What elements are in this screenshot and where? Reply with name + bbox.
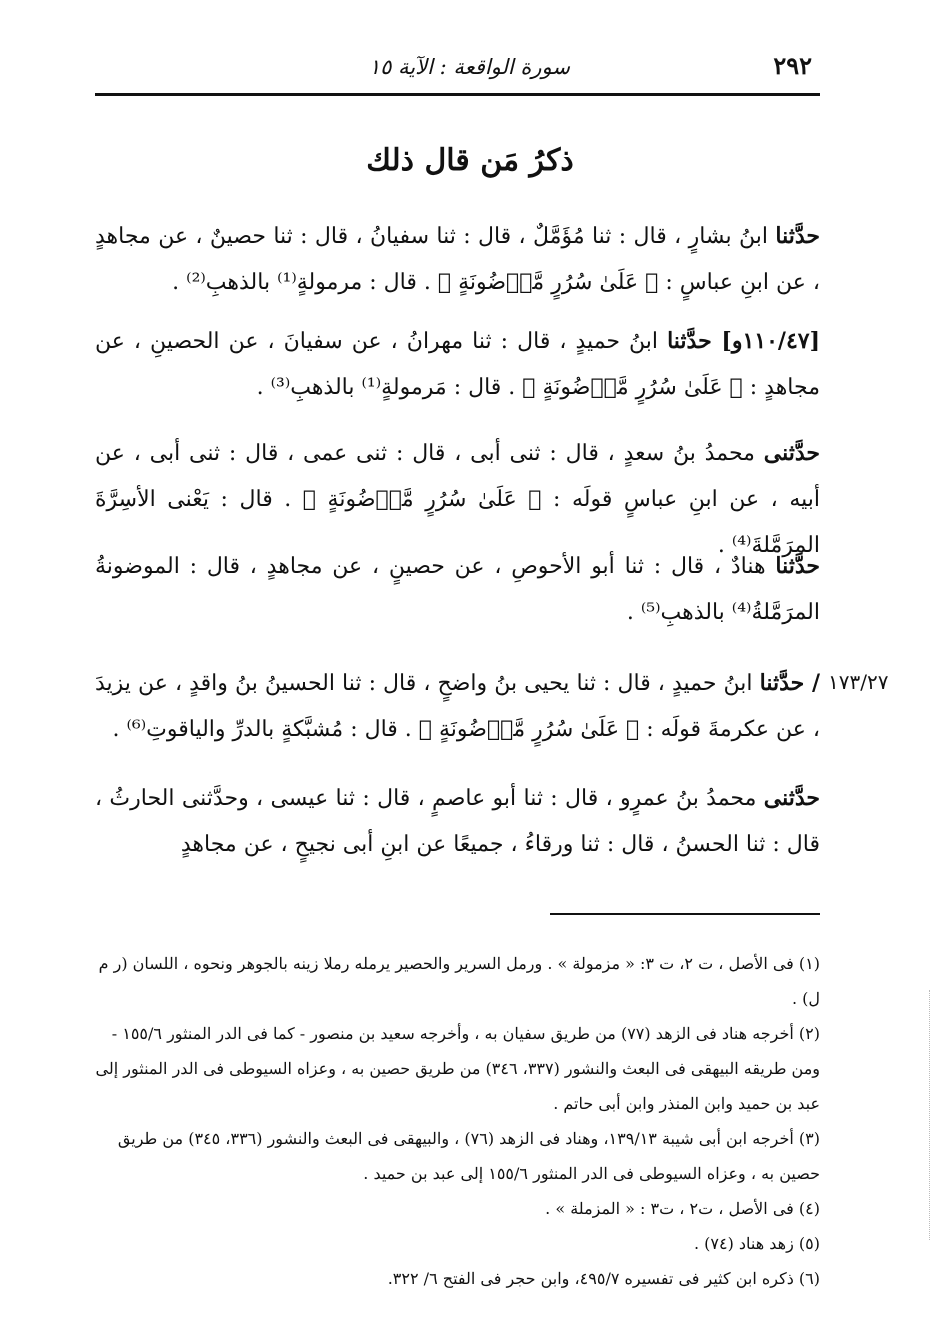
page-number: ٢٩٢ bbox=[773, 51, 812, 80]
running-title: سورة الواقعة : الآية ١٥ bbox=[368, 55, 570, 79]
footnote-divider bbox=[550, 913, 820, 915]
footnote-5: (٥) زهد هناد (٧٤) . bbox=[693, 1234, 820, 1253]
footnote-6: (٦) ذكره ابن كثير فى تفسيره ٤٩٥/٧، وابن حجر فى الفتح ٦/ ٣٢٢. bbox=[387, 1269, 820, 1288]
narration-lead: حدَّثنى bbox=[763, 440, 821, 466]
narration-text: ابنُ حميدٍ ، قال : ثنا يحيى بنُ واضحٍ ، قال : ثنا الحسينُ بنُ واقدٍ ، عن يزيدَ ، عن عكرمةَ قولَه : ﴿ عَلَىٰ سُرُرٍ مَّوۡضُونَةٍ ﴾ . قال : مُشبَّكةٍ بالدرِّ والياقوتِ⁽⁶⁾ . bbox=[95, 671, 820, 742]
narration-lead: حدَّثنى bbox=[763, 785, 821, 811]
narration-paragraph-1 bbox=[95, 213, 820, 306]
narration-text: محمدُ بنُ سعدٍ ، قال : ثنى أبى ، قال : ثنى عمى ، قال : ثنى أبى ، عن أبيه ، عن ابنِ عباسٍ قولَه : ﴿ عَلَىٰ سُرُرٍ مَّوۡضُونَةٍ ﴾ . قال : يَعْنى الأسِرَّةَ المرَمَّلةَ⁽⁴⁾ . bbox=[95, 441, 820, 558]
footnote-4: (٤) فى الأصل ، ت٢ ، ت٣ : « المزملة » . bbox=[545, 1199, 820, 1218]
section-title: ذكرُ مَن قال ذلك bbox=[366, 143, 574, 178]
narration-text: هنادٌ ، قال : ثنا أبو الأحوصِ ، عن حصينٍ ، عن مجاهدٍ ، قال : الموضونةُ المرَمَّلةُ⁽⁴⁾ بالذهبِ⁽⁵⁾ . bbox=[95, 554, 820, 625]
narration-lead: / حدَّثنا bbox=[759, 670, 820, 696]
narration-paragraph-2 bbox=[95, 318, 820, 411]
narration-lead: [١١٠/٤٧و] حدَّثنا bbox=[667, 328, 820, 354]
footnote-2: (٢) أخرجه هناد فى الزهد (٧٧) من طريق سفيان به ، وأخرجه سعيد بن منصور - كما فى الدر المنثور ١٥٥/٦ - ومن طريقه البيهقى فى البعث والنشور (٣٣٧، ٣٤٦) من طريق حصين به ، وعزاه السيوطى فى الدر المنثور إلى عبد بن حميد وابن المنذر وابن أبى حاتم . bbox=[95, 1024, 820, 1113]
narration-paragraph-4 bbox=[95, 543, 820, 636]
footnote-1: (١) فى الأصل ، ت ٢، ت ٣: « مزمولة » . ورمل السرير والحصير يرمله رملا زينه بالجوهر ونحوه ، اللسان (ر م ل) . bbox=[98, 954, 820, 1008]
narration-paragraph-6 bbox=[95, 775, 820, 868]
footnotes bbox=[95, 946, 820, 1296]
margin-volume-reference: ١٧٣/٢٧ bbox=[828, 670, 889, 694]
narration-lead: حدَّثنا bbox=[775, 223, 820, 249]
narration-text: ابنُ حميدٍ ، قال : ثنا مهرانُ ، عن سفيانَ ، عن الحصينِ ، عن مجاهدٍ : ﴿ عَلَىٰ سُرُرٍ مَّوۡضُونَةٍ ﴾ . قال : مَرمولةٍ⁽¹⁾ بالذهبِ⁽³⁾ . bbox=[95, 329, 820, 400]
page-header bbox=[95, 45, 820, 96]
narration-paragraph-5 bbox=[95, 660, 820, 753]
narration-text: ابنُ بشارٍ ، قال : ثنا مُؤَمَّلٌ ، قال : ثنا سفيانُ ، قال : ثنا حصينٌ ، عن مجاهدٍ ، عن ابنِ عباسٍ : ﴿ عَلَىٰ سُرُرٍ مَّوۡضُونَةٍ ﴾ . قال : مرمولةٍ⁽¹⁾ بالذهبِ⁽²⁾ . bbox=[95, 224, 820, 295]
footnote-3: (٣) أخرجه ابن أبى شيبة ١٣٩/١٣، وهناد فى الزهد (٧٦) ، والبيهقى فى البعث والنشور (٣٣٦، ٣٤٥) من طريق حصين به ، وعزاه السيوطى فى الدر المنثور ١٥٥/٦ إلى عبد بن حميد . bbox=[117, 1129, 820, 1183]
narration-text: محمدُ بنُ عمرٍو ، قال : ثنا أبو عاصمٍ ، قال : ثنا عيسى ، وحدَّثنى الحارثُ ، قال : ثنا الحسنُ ، قال : ثنا ورقاءُ ، جميعًا عن ابنِ أبى نجيحٍ ، عن مجاهدٍ bbox=[95, 786, 820, 857]
scan-edge-mark bbox=[929, 990, 936, 1240]
narration-lead: حدَّثنا bbox=[775, 553, 820, 579]
